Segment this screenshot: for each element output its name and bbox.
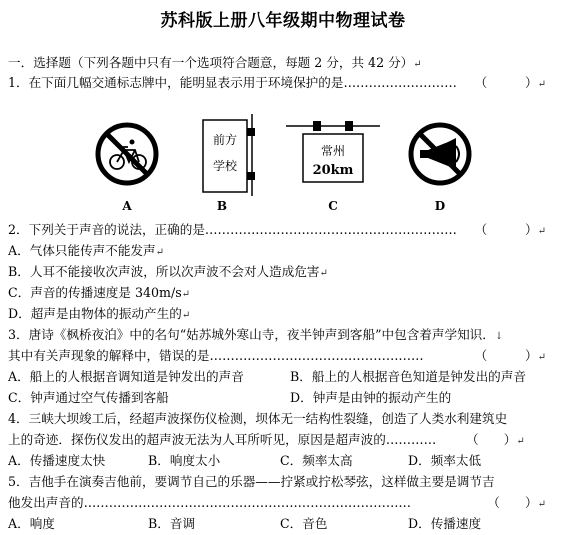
question-2-answer-bracket: （ ）: [474, 222, 538, 237]
question-2-dots: ……………………………………………………: [204, 222, 457, 237]
question-1: 1．在下面几幅交通标志牌中，能明显表示用于环境保护的是……………………… （ ）↵: [8, 75, 546, 90]
question-4-answer-bracket: （ ）: [466, 432, 517, 447]
sign-c-label: C: [328, 199, 338, 213]
question-5-dots: ……………………………………………………………………: [83, 495, 411, 510]
question-4-option-c: C．频率太高: [280, 453, 353, 468]
question-1-text: 1．在下面几幅交通标志牌中，能明显表示用于环境保护的是: [8, 75, 344, 90]
question-4-option-a: A．传播速度太快: [8, 453, 106, 468]
question-4-text: 4．三峡大坝竣工后，经超声波探伤仪检测，坝体无一结构性裂缝，创造了人类水利建筑史: [8, 411, 508, 426]
sign-b-label: B: [216, 199, 228, 213]
option-text: C．声音的传播速度是 340m/s: [8, 285, 182, 300]
question-3-option-c: C．钟声通过空气传播到客船: [8, 390, 169, 405]
sign-b-text-line1: 前方: [212, 133, 238, 147]
question-4-text-cont: 上的奇迹．探伤仪发出的超声波无法为人耳所听见，原因是超声波的: [8, 432, 386, 447]
option-text: B．人耳不能接收次声波，所以次声波不会对人造成危害: [8, 264, 320, 279]
question-5-option-b: B．音调: [148, 516, 196, 531]
question-3-option-a: A．船上的人根据音调知道是钟发出的声音: [8, 369, 244, 384]
question-4-option-b: B．响度太小: [148, 453, 221, 468]
sign-b-school-ahead-icon: [203, 114, 255, 196]
section-heading: 一．选择题（下列各题中只有一个选项符合题意，每题 2 分，共 42 分）↵: [8, 55, 422, 70]
question-3-text: 3．唐诗《枫桥夜泊》中的名句“姑苏城外寒山寺，夜半钟声到客船”中包含着声学知识．: [8, 327, 495, 342]
question-3-option-b: B．船上的人根据音色知道是钟发出的声音: [290, 369, 526, 384]
question-3-line-1: 3．唐诗《枫桥夜泊》中的名句“姑苏城外寒山寺，夜半钟声到客船”中包含着声学知识．↓: [8, 327, 504, 342]
question-5-text: 5．吉他手在演奏吉他前，要调节自己的乐器——拧紧或拧松琴弦，这样做主要是调节吉: [8, 474, 495, 489]
question-5-text-cont: 他发出声音的: [8, 495, 84, 510]
sign-a-no-bicycle-icon: [98, 125, 156, 183]
question-5-answer-bracket: （ ）: [487, 495, 538, 510]
option-text: A．气体只能传声不能发声: [8, 243, 156, 258]
question-4-line-1: [8, 411, 560, 427]
question-3-answer-bracket: （ ）: [474, 348, 538, 363]
question-5-line-2: 他发出声音的…………………………………………………………………… （ ）↵: [8, 495, 546, 510]
sign-c-text-line2: 20km: [312, 163, 354, 178]
sign-a-label: A: [122, 199, 132, 213]
section-heading-text: 一．选择题（下列各题中只有一个选项符合题意，每题 2 分，共 42 分）: [8, 55, 414, 70]
question-3-dots: ……………………………………………: [209, 348, 424, 363]
question-3-line-2: 其中有关声现象的解释中，错误的是…………………………………………… （ ）↵: [8, 348, 546, 363]
question-2: 2．下列关于声音的说法，正确的是…………………………………………………… （ ）↵: [8, 222, 546, 237]
question-4-dots: …………: [385, 432, 437, 447]
question-4-line-2: 上的奇迹．探伤仪发出的超声波无法为人耳所听见，原因是超声波的………… （ ）↵: [8, 432, 525, 447]
sign-d-label: D: [434, 199, 446, 213]
question-2-option-d: D．超声是由物体的振动产生的↵: [8, 306, 191, 321]
question-3-text-cont: 其中有关声现象的解释中，错误的是: [8, 348, 210, 363]
page-title: 苏科版上册八年级期中物理试卷: [160, 11, 406, 31]
traffic-signs-figure: [0, 104, 566, 224]
option-text: D．超声是由物体的振动产生的: [8, 306, 182, 321]
question-2-option-b: B．人耳不能接收次声波，所以次声波不会对人造成危害↵: [8, 264, 328, 279]
question-5-option-a: A．响度: [8, 516, 55, 531]
sign-b-text-line2: 学校: [212, 159, 238, 173]
question-2-text: 2．下列关于声音的说法，正确的是: [8, 222, 205, 237]
question-5-option-d: D．传播速度: [408, 516, 482, 531]
question-5-option-c: C．音色: [280, 516, 328, 531]
sign-c-text-line1: 常州: [320, 144, 346, 158]
question-4-option-d: D．频率太低: [408, 453, 482, 468]
sign-d-no-horn-icon: [411, 125, 469, 183]
question-1-dots: ………………………: [343, 75, 457, 90]
question-2-option-a: A．气体只能传声不能发声↵: [8, 243, 165, 258]
question-2-option-c: C．声音的传播速度是 340m/s↵: [8, 285, 191, 300]
question-5-line-1: [8, 474, 560, 490]
question-3-option-d: D．钟声是由钟的振动产生的: [290, 390, 452, 405]
question-1-answer-bracket: （ ）: [474, 75, 538, 90]
